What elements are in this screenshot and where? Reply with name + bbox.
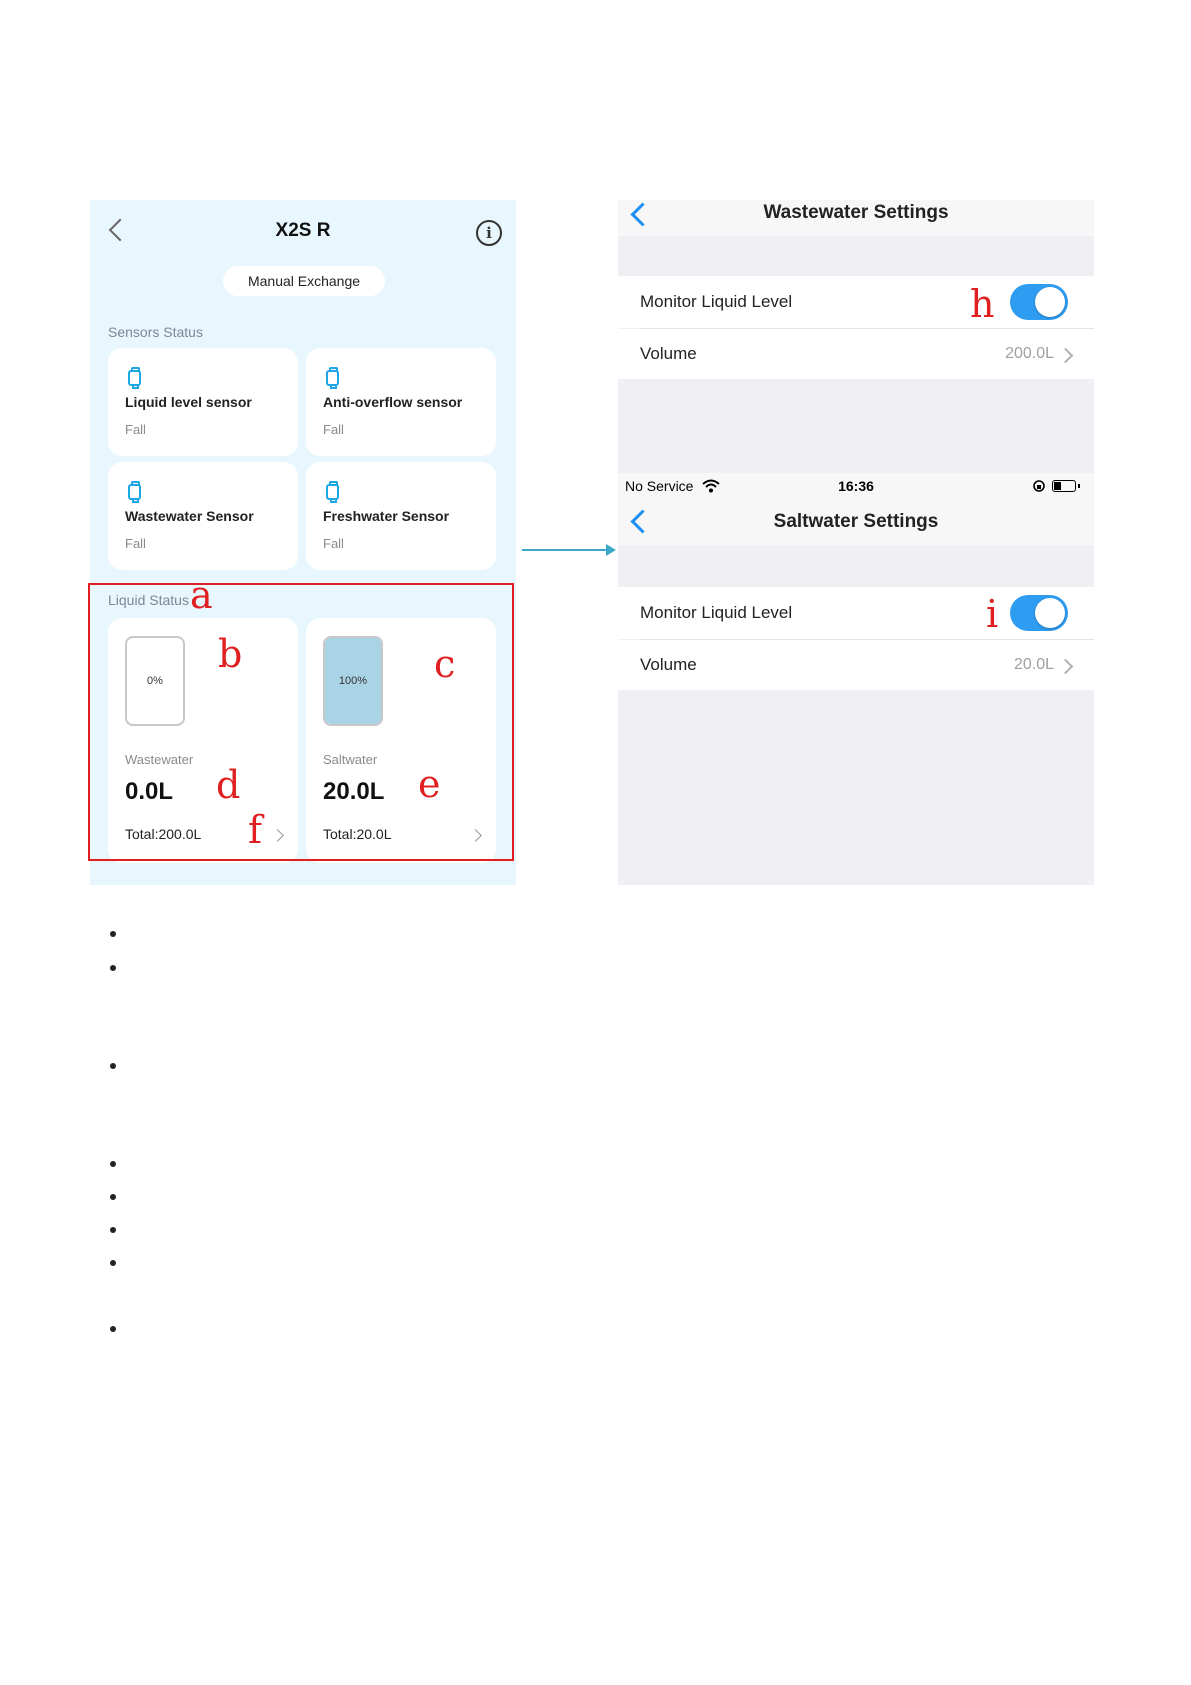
sensor-card[interactable] xyxy=(306,462,496,570)
list-bullet xyxy=(110,1227,116,1233)
arrow-line xyxy=(522,549,608,551)
volume-value: 20.0L xyxy=(1013,656,1054,673)
volume-row[interactable] xyxy=(618,329,1094,379)
liquid-status-title: Liquid Status xyxy=(108,592,189,608)
empty-area xyxy=(618,379,1094,473)
liquid-total: Total:20.0L xyxy=(323,826,392,842)
row-label: Monitor Liquid Level xyxy=(640,292,793,311)
row-label: Volume xyxy=(640,344,697,363)
monitor-liquid-toggle[interactable] xyxy=(1010,595,1068,631)
sensor-status: Fall xyxy=(323,422,344,437)
monitor-liquid-row[interactable] xyxy=(618,587,1094,639)
tank-percent: 100% xyxy=(338,675,368,687)
sensor-status: Fall xyxy=(125,536,146,551)
battery-icon xyxy=(1052,480,1076,492)
info-icon[interactable]: i xyxy=(476,220,502,246)
annotation-i: i xyxy=(986,592,999,636)
monitor-liquid-toggle[interactable] xyxy=(1010,284,1068,320)
volume-row[interactable] xyxy=(618,640,1094,690)
sensor-card[interactable] xyxy=(306,348,496,456)
clock: 16:36 xyxy=(838,478,874,494)
list-bullet xyxy=(110,1194,116,1200)
nav-bar xyxy=(618,200,1094,236)
sensor-name: Freshwater Sensor xyxy=(323,508,450,524)
rotation-lock-icon xyxy=(1032,479,1046,493)
sensors-status-title: Sensors Status xyxy=(108,324,203,340)
annotation-highlight-box xyxy=(88,583,514,861)
sensor-icon xyxy=(326,484,339,500)
sensor-card[interactable] xyxy=(108,462,298,570)
liquid-volume: 0.0L xyxy=(125,778,174,805)
sensor-icon xyxy=(128,484,141,500)
device-title: X2S R xyxy=(275,220,331,241)
annotation-b: b xyxy=(218,632,243,676)
sensor-status: Fall xyxy=(125,422,146,437)
sensor-icon xyxy=(128,370,141,386)
list-bullet xyxy=(110,1326,116,1332)
bullet-list xyxy=(110,925,1110,1345)
sensor-name: Anti-overflow sensor xyxy=(323,394,463,410)
monitor-liquid-row[interactable] xyxy=(618,276,1094,328)
annotation-d: d xyxy=(216,763,241,807)
sensor-card[interactable] xyxy=(108,348,298,456)
arrow-head-icon xyxy=(606,544,616,556)
list-bullet xyxy=(110,1260,116,1266)
status-bar xyxy=(618,473,1094,499)
liquid-total: Total:200.0L xyxy=(125,826,202,842)
section-gap xyxy=(618,545,1094,587)
sensor-name: Liquid level sensor xyxy=(125,394,252,410)
sensor-status: Fall xyxy=(323,536,344,551)
carrier-label: No Service xyxy=(625,478,694,494)
manual-exchange-button[interactable]: Manual Exchange xyxy=(223,266,385,296)
sensor-name: Wastewater Sensor xyxy=(125,508,254,524)
liquid-volume: 20.0L xyxy=(323,778,385,805)
sensor-icon xyxy=(326,370,339,386)
tank-percent: 0% xyxy=(147,675,163,687)
annotation-a: a xyxy=(190,573,213,617)
list-bullet xyxy=(110,1063,116,1069)
settings-screens xyxy=(618,200,1094,885)
annotation-f: f xyxy=(248,808,263,852)
chevron-right-icon xyxy=(1058,348,1074,364)
volume-value: 200.0L xyxy=(1005,345,1054,362)
annotation-c: c xyxy=(434,642,456,686)
page-title: Saltwater Settings xyxy=(773,511,939,532)
annotation-e: e xyxy=(418,762,441,806)
list-bullet xyxy=(110,965,116,971)
chevron-right-icon xyxy=(1058,659,1074,675)
list-bullet xyxy=(110,1161,116,1167)
nav-bar xyxy=(618,499,1094,545)
list-bullet xyxy=(110,931,116,937)
section-gap xyxy=(618,236,1094,276)
page-title: Wastewater Settings xyxy=(763,202,949,223)
row-label: Volume xyxy=(640,655,697,674)
liquid-type: Saltwater xyxy=(323,752,378,767)
row-label: Monitor Liquid Level xyxy=(640,603,793,622)
annotation-h: h xyxy=(970,282,995,326)
liquid-type: Wastewater xyxy=(125,752,194,767)
